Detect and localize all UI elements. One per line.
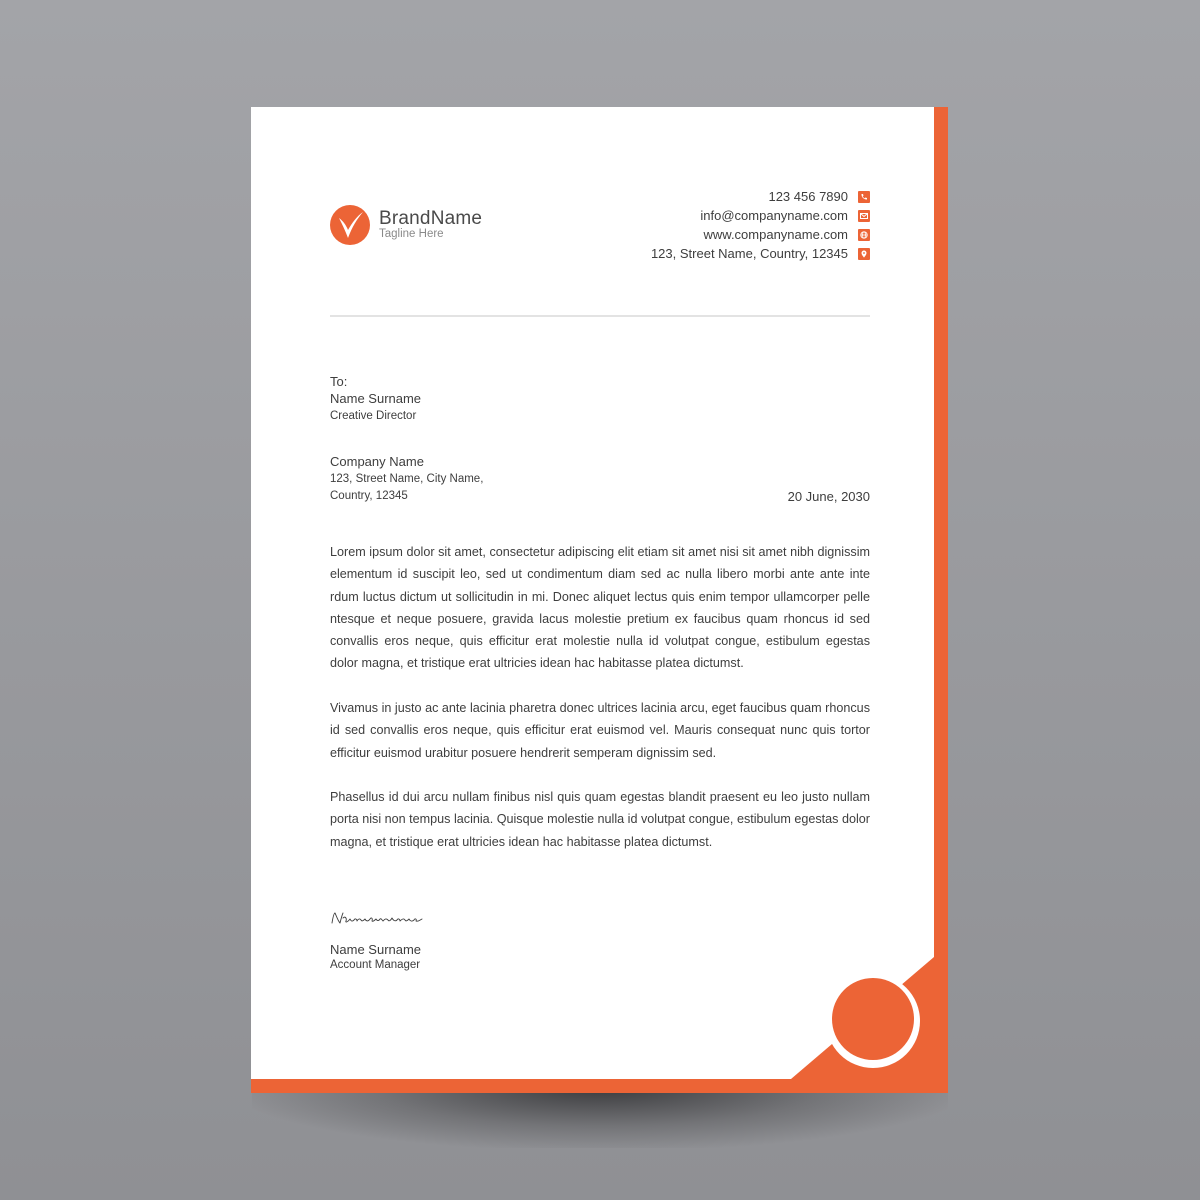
contact-address [651,244,870,263]
header-divider [330,315,870,317]
phone-icon [858,191,870,203]
recipient-address-line1: 123, Street Name, City Name, [330,473,484,485]
letter-date: 20 June, 2030 [787,489,870,504]
recipient-company: Company Name [330,454,424,469]
to-label: To: [330,374,348,389]
website-text: www.companyname.com [703,227,848,242]
contact-block [651,187,870,263]
brand-name: BrandName [379,208,483,229]
letterhead-page [251,107,948,1093]
recipient-address-line2: Country, 12345 [330,490,408,502]
phone-text: 123 456 7890 [768,189,848,204]
sender-title: Account Manager [330,959,421,971]
signature [330,909,430,929]
v-check-logo-icon [330,205,370,245]
globe-icon [858,229,870,241]
body-paragraph-2: Vivamus in justo ac ante lacinia pharetra donec ultrices lacinia arcu, eget faucibus quam rhoncus id sed convallis eros neque, quis efficitur erat euismod vel. Mauris consequat nunc quis tortor efficitur euismod urabitur posuere hendrerit semperam dignissim sed. [330,701,870,760]
address-text: 123, Street Name, Country, 12345 [650,246,848,261]
paper-shadow [252,1088,948,1148]
contact-website [651,225,870,244]
email-text: info@companyname.com [700,208,848,223]
contact-phone [651,187,870,206]
location-pin-icon [858,248,870,260]
accent-side-bar [934,107,948,1093]
brand-tagline: Tagline Here [379,228,444,240]
contact-email [651,206,870,225]
body-paragraph-3: Phasellus id dui arcu nullam finibus nisl quis quam egestas blandit praesent eu leo justo nullam porta nisi non tempus lacinia. Quisque molestie nulla id volutpat congue, estibulum egestas dolor magna, et tristique erat ultricies idean hac habitasse platea dictumst. [330,790,870,849]
email-icon [858,210,870,222]
body-paragraph-1: Lorem ipsum dolor sit amet, consectetur adipiscing elit etiam sit amet nisi sit amet nibh dignissim elementum id suscipit leo, sed ut condimentum diam sed ac nulla libero morbi ante ante inte rdum luctus dictum ut sollicitudin in mi. Donec aliquet lectus quis enim tempor ullamcorper pelle ntesque et neque posuere, gravida lacus molestie pretium ex faucibus quam rhoncus id sed convallis eros neque, quis efficitur erat molestie nulla id volutpat congue, estibulum egestas dolor magna, et tristique erat ultricies idean hac habitasse platea dictumst. [330,545,870,671]
accent-bottom-bar [251,1079,948,1093]
recipient-name: Name Surname [330,391,422,406]
recipient-title: Creative Director [330,410,417,422]
sender-name: Name Surname [330,942,422,957]
